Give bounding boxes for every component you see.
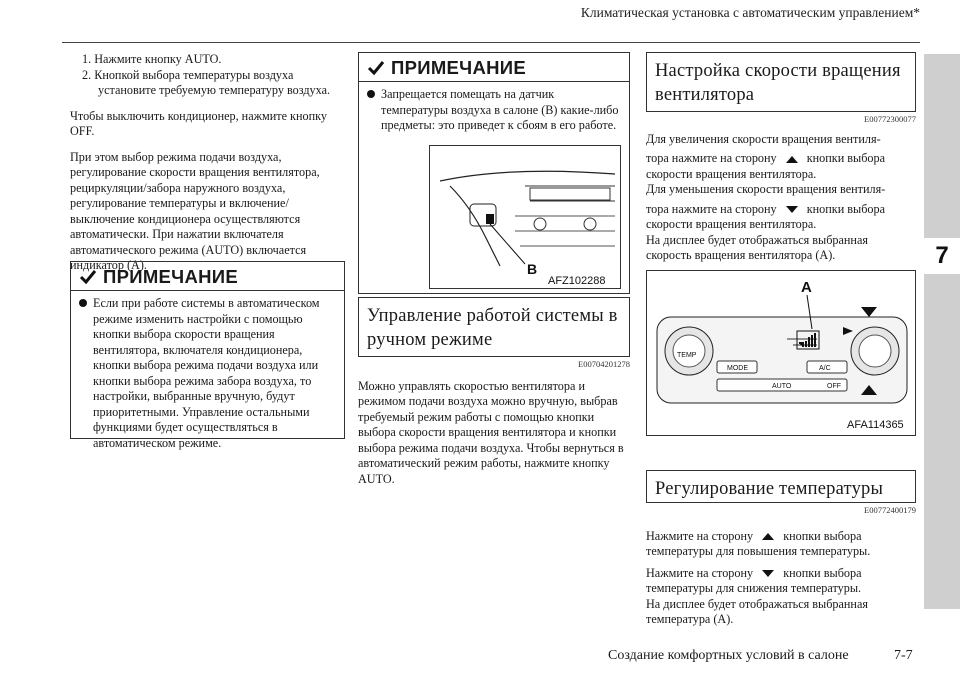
- checkmark-icon: [79, 268, 97, 286]
- control-panel-illustration: [647, 271, 915, 435]
- note-box-2: [358, 52, 630, 294]
- page-number: 7-7: [894, 647, 913, 663]
- svg-text:A: [801, 279, 812, 296]
- temp-up-line1: Нажмите на сторону: [646, 528, 754, 543]
- fan-up-line2: тора нажмите на сторону: [646, 151, 777, 165]
- off-label: OFF: [827, 383, 841, 390]
- fan-down-line2: тора нажмите на сторону: [646, 201, 777, 216]
- section-title: Настройка скорости вращения вентилятора: [646, 52, 916, 111]
- arrow-up-icon: [762, 533, 774, 540]
- manual-section: [358, 297, 630, 493]
- note-box-1: [70, 261, 345, 450]
- chapter-sidebar: [924, 54, 960, 609]
- svg-text:MODE: [727, 365, 748, 372]
- temp-up-line2: кнопки выбора температуры для повышения температуры.: [646, 528, 871, 558]
- running-header: Климатическая установка с автоматическим управлением*: [580, 5, 920, 20]
- fan-section: [646, 52, 916, 264]
- fig-code: AFA114365: [847, 419, 904, 431]
- control-panel-figure: [646, 270, 916, 436]
- column-1: [70, 52, 345, 280]
- bullet-icon: [79, 299, 87, 307]
- temp-section: [646, 470, 916, 628]
- label-a: A: [801, 279, 812, 296]
- note-title: ПРИМЕЧАНИЕ: [103, 266, 239, 288]
- section-title: Управление работой системы в ручном режиме: [358, 297, 630, 356]
- fan-display-line: На дисплее будет отображаться выбранная скорость вращения вентилятора (A).: [646, 232, 868, 262]
- fan-down-line3: кнопки выбора скорости вращения вентилятора.: [646, 201, 886, 231]
- header-rule: [62, 42, 920, 43]
- temp-down-line2: кнопки выбора температуры для снижения температуры.: [646, 565, 862, 595]
- fig-code: AFZ102288: [548, 275, 606, 287]
- svg-text:TEMP: [677, 352, 697, 359]
- note-text: Если при работе системы в автоматическом режиме изменить настройки с помощью кнопки выбора скорости вращения вентилятора, включателя кондиционера, кнопки выбора режима подачи воздуха или кнопки выбора режима забора воздуха, то настройки, выбранные вручную, будут приоритетными. Управление остальными функциями будет осуществляться в автоматическом режиме.: [93, 296, 320, 450]
- arrow-down-icon: [762, 570, 774, 577]
- note-header: [71, 262, 344, 291]
- svg-text:AFA114365: [847, 419, 904, 431]
- step-1: 1. Нажмите кнопку AUTO.: [82, 52, 222, 66]
- section-title: Регулирование температуры: [646, 470, 916, 502]
- bullet-icon: [367, 90, 375, 98]
- fan-up-line3: кнопки выбора скорости вращения вентилятора.: [646, 151, 886, 181]
- note-bullet: [79, 296, 336, 451]
- svg-text:B: [527, 261, 537, 277]
- steps-list: [70, 52, 345, 99]
- chapter-tab[interactable]: 7: [924, 238, 960, 274]
- note-title: ПРИМЕЧАНИЕ: [391, 57, 527, 79]
- section-code: E00772300077: [864, 114, 916, 124]
- dashboard-illustration: [430, 146, 620, 288]
- label-b: B: [527, 261, 538, 277]
- note-bullet: [367, 87, 621, 134]
- auto-paragraph: При этом выбор режима подачи воздуха, регулирование скорости вращения вентилятора, рециркуляции/забора наружного воздуха, регулирование температуры и включение/выключение кондиционера осуществляются автоматически. При нажатии включателя автоматического режима (AUTO) включается индикатор (A).: [70, 149, 320, 272]
- fan-up-line1: Для увеличения скорости вращения вентиля-: [646, 131, 881, 146]
- footer-section: Создание комфортных условий в салоне: [608, 647, 849, 663]
- manual-text: Можно управлять скоростью вентилятора и режимом подачи воздуха можно вручную, выбрав требуемый режим работы с помощью кнопки выбора скорости вращения вентилятора и кнопки выбора режима подачи воздуха. Чтобы вернуться в автоматический режим работы, нажмите кнопку AUTO.: [358, 378, 624, 486]
- temp-down-line1: Нажмите на сторону: [646, 565, 754, 580]
- arrow-down-icon: [786, 206, 798, 213]
- off-paragraph: Чтобы выключить кондиционер, нажмите кнопку OFF.: [70, 108, 327, 138]
- checkmark-icon: [367, 59, 385, 77]
- ac-label: A/C: [819, 365, 831, 372]
- section-code: E00704201278: [578, 359, 630, 369]
- svg-text:A/C: [819, 365, 831, 372]
- svg-text:AUTO: [772, 383, 792, 390]
- auto-label: AUTO: [772, 383, 792, 390]
- arrow-up-icon: [786, 156, 798, 163]
- note-header: [359, 53, 629, 82]
- temp-label: TEMP: [677, 352, 697, 359]
- note-text: Запрещается помещать на датчик температуры воздуха в салоне (B) какие-либо предметы: это приведет к сбоям в его работе.: [381, 87, 619, 132]
- temp-display-line: На дисплее будет отображаться выбранная температура (A).: [646, 596, 868, 626]
- svg-text:AFZ102288: [548, 275, 605, 287]
- fan-down-line1: Для уменьшения скорости вращения вентиля-: [646, 182, 886, 196]
- svg-text:OFF: [827, 383, 841, 390]
- section-code: E00772400179: [864, 505, 916, 515]
- step-2: 2. Кнопкой выбора температуры воздуха установите требуемую температуру воздуха.: [82, 67, 331, 97]
- mode-label: MODE: [727, 365, 748, 372]
- sensor-figure: [429, 145, 621, 289]
